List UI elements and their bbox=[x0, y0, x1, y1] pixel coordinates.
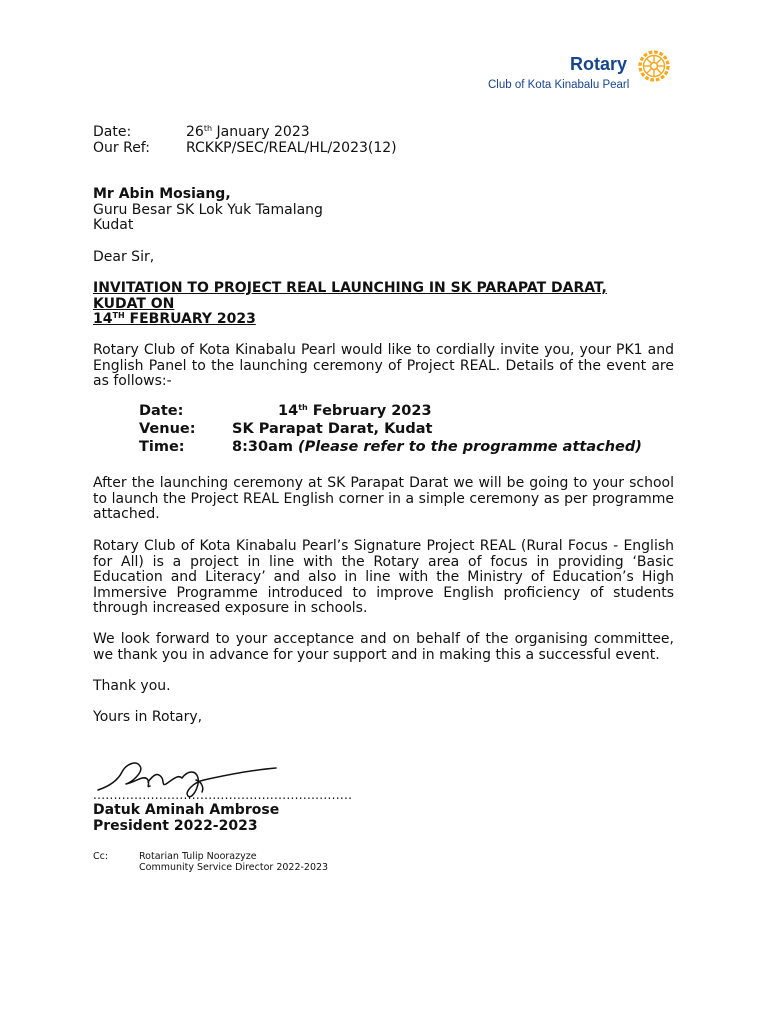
date-rest: January 2023 bbox=[212, 124, 310, 140]
signatory-title: President 2022-2023 bbox=[93, 818, 258, 834]
event-time-value: 8:30am bbox=[232, 439, 299, 455]
subject-line-1: INVITATION TO PROJECT REAL LAUNCHING IN SK PARAPAT DARAT, bbox=[93, 280, 607, 296]
cc-role: Community Service Director 2022-2023 bbox=[139, 862, 329, 873]
event-date-row bbox=[139, 404, 699, 420]
event-time-note: (Please refer to the programme attached) bbox=[298, 439, 642, 455]
body-paragraph-4: We look forward to your acceptance and on behalf of the organising committee, we thank you in advance for your support and in making this a successful event. bbox=[93, 631, 674, 663]
logo-club-name: Club of Kota Kinabalu Pearl bbox=[488, 79, 630, 91]
date-label: Date: bbox=[93, 124, 132, 140]
subject-day-suffix: TH bbox=[112, 311, 125, 320]
date-suffix: th bbox=[203, 124, 213, 133]
reference-row bbox=[93, 141, 693, 157]
event-venue-label: Venue: bbox=[139, 421, 196, 437]
event-date-label: Date: bbox=[139, 403, 184, 419]
salutation: Dear Sir, bbox=[93, 249, 155, 265]
subject-line-3 bbox=[93, 312, 653, 328]
subject-day: 14 bbox=[93, 311, 113, 327]
event-venue-row bbox=[139, 422, 699, 438]
recipient-place: Kudat bbox=[93, 217, 134, 233]
cc-row bbox=[93, 851, 257, 862]
cc-name: Rotarian Tulip Noorazyze bbox=[139, 851, 257, 862]
body-paragraph-2: After the launching ceremony at SK Parapat Darat we will be going to your school to launch the Project REAL English corner in a simple ceremony as per programme attached. bbox=[93, 475, 674, 522]
closing-line: Yours in Rotary, bbox=[93, 709, 203, 725]
date-day: 26 bbox=[186, 124, 204, 140]
reference-label: Our Ref: bbox=[93, 140, 150, 156]
event-date-rest: February 2023 bbox=[307, 403, 432, 419]
date-row bbox=[93, 125, 693, 141]
recipient-title: Guru Besar SK Lok Yuk Tamalang bbox=[93, 202, 323, 218]
recipient-name: Mr Abin Mosiang, bbox=[93, 186, 231, 202]
thank-you-line: Thank you. bbox=[93, 678, 171, 694]
subject-heading bbox=[93, 281, 653, 328]
event-date-suffix: th bbox=[298, 403, 308, 412]
body-paragraph-1: Rotary Club of Kota Kinabalu Pearl would like to cordially invite you, your PK1 and English Panel to the launching ceremony of Project REAL. Details of the event are as follows:- bbox=[93, 342, 674, 389]
event-time-label: Time: bbox=[139, 439, 185, 455]
subject-line-2: KUDAT ON bbox=[93, 295, 175, 312]
rotary-logo bbox=[488, 46, 678, 94]
event-venue-value: SK Parapat Darat, Kudat bbox=[232, 421, 433, 437]
event-date-day: 14 bbox=[278, 403, 299, 419]
subject-month-year: FEBRUARY 2023 bbox=[124, 311, 256, 327]
event-time-row bbox=[139, 440, 699, 456]
rotary-wheel-icon bbox=[636, 48, 672, 84]
body-paragraph-3: Rotary Club of Kota Kinabalu Pearl’s Signature Project REAL (Rural Focus - English for All) is a project in line with the Rotary area of focus in providing ‘Basic Education and Literacy’ and also in line with the Ministry of Education’s High Immersive Programme introduced to improve English proficiency of students through increased exposure in schools. bbox=[93, 538, 674, 616]
cc-label: Cc: bbox=[93, 851, 109, 862]
reference-value: RCKKP/SEC/REAL/HL/2023(12) bbox=[186, 140, 397, 156]
signature-dotted-line: ............................................................... bbox=[93, 788, 353, 802]
logo-wordmark: Rotary bbox=[570, 54, 628, 74]
signatory-name: Datuk Aminah Ambrose bbox=[93, 802, 280, 818]
